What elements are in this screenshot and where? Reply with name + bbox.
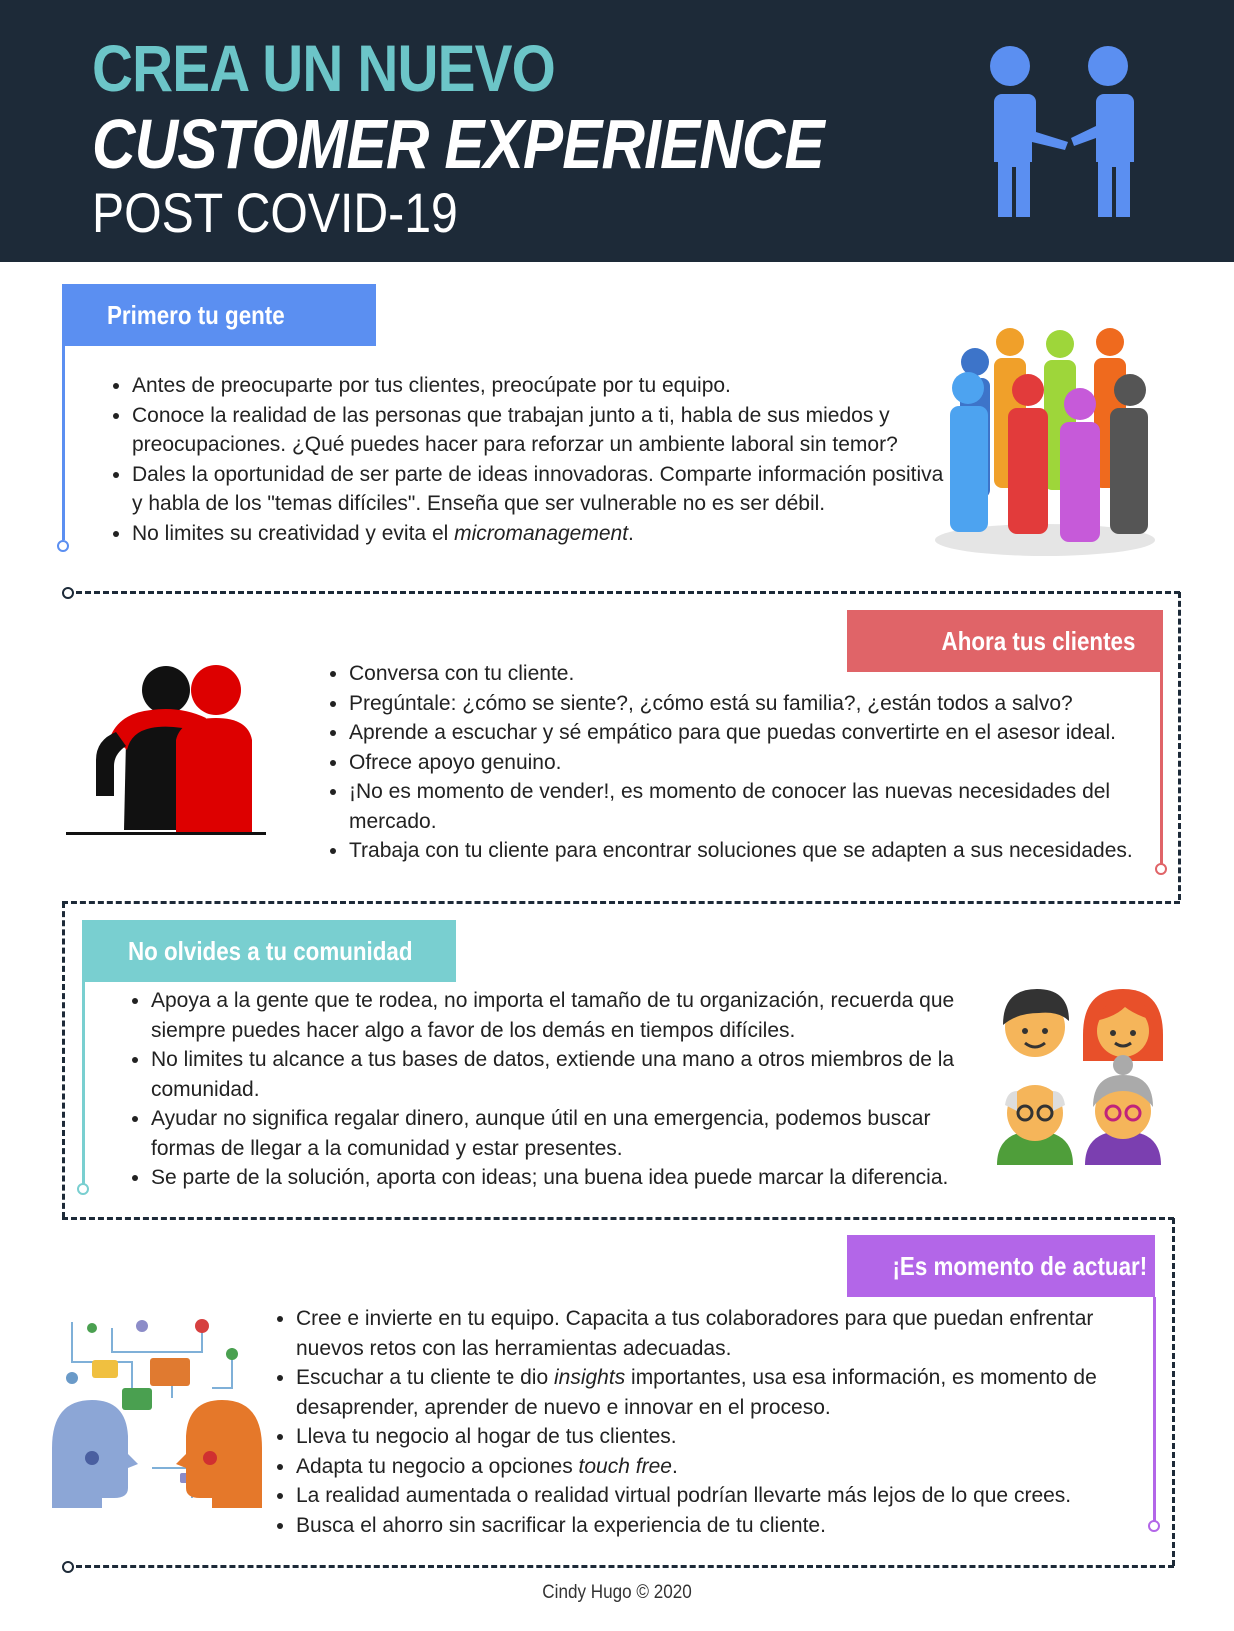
section-list-primero <box>106 371 952 548</box>
list-item: • Ayudar no significa regalar dinero, aunque útil en una emergencia, podemos buscar formas de llegar a la comunidad y estar presentes. <box>151 1104 1001 1163</box>
divider-line <box>76 1565 1174 1568</box>
list-item: • Apoya a la gente que te rodea, no importa el tamaño de tu organización, recuerda que siempre puedes hacer algo a favor de los demás en tiempos difíciles. <box>151 986 1001 1045</box>
list-item: • Dales la oportunidad de ser parte de ideas innovadoras. Comparte información positiva y habla de los "temas difíciles". Enseña que ser vulnerable no es ser débil. <box>132 460 952 519</box>
footer-credit <box>0 1582 1234 1604</box>
section-connector <box>82 982 85 1184</box>
community-avatars-icon <box>995 985 1165 1170</box>
list-item: • Ofrece apoyo genuino. <box>349 748 1189 778</box>
section-tag-label: Ahora tus clientes <box>941 626 1135 656</box>
list-item: • Trabaja con tu cliente para encontrar soluciones que se adapten a sus necesidades. <box>349 836 1189 866</box>
list-item: • Antes de preocuparte por tus clientes, preocúpate por tu equipo. <box>132 371 952 401</box>
section-tag-label: ¡Es momento de actuar! <box>892 1251 1147 1281</box>
connector-dot <box>77 1183 89 1195</box>
section-tag-label: Primero tu gente <box>107 300 285 330</box>
crowd-people-icon <box>930 322 1160 562</box>
divider-line <box>62 1217 1174 1220</box>
list-item: • Aprende a escuchar y sé empático para que puedas convertirte en el asesor ideal. <box>349 718 1189 748</box>
list-item: • Se parte de la solución, aporta con ideas; una buena idea puede marcar la diferencia. <box>151 1163 1001 1193</box>
divider-dot <box>62 587 74 599</box>
section-list-comunidad <box>125 986 1001 1193</box>
list-item: • Cree e invierte en tu equipo. Capacita a tus colaboradores para que puedan enfrentar nuevos retos con las herramientas adecuadas. <box>296 1304 1176 1363</box>
list-item: • ¡No es momento de vender!, es momento de conocer las nuevas necesidades del mercado. <box>349 777 1189 836</box>
list-item <box>296 1452 1176 1482</box>
divider-line <box>62 901 1180 904</box>
divider-line <box>62 902 65 1218</box>
section-tag-primero <box>62 284 376 346</box>
connector-dot <box>57 540 69 552</box>
list-item-text: Escuchar a tu cliente te dio insights importantes, usa esa información, es momento de desaprender, aprender de nuevo e innovar en el proceso. <box>296 1366 1097 1419</box>
section-connector <box>62 346 65 540</box>
divider-dot <box>62 1561 74 1573</box>
handshake-people-icon <box>970 42 1150 217</box>
title-line-2: CUSTOMER EXPERIENCE <box>92 105 824 183</box>
section-tag-comunidad <box>82 920 456 982</box>
list-item: • No limites tu alcance a tus bases de datos, extiende una mano a otros miembros de la comunidad. <box>151 1045 1001 1104</box>
list-item <box>132 519 952 549</box>
divider-line <box>76 591 1180 594</box>
list-item: • Conoce la realidad de las personas que trabajan junto a ti, habla de sus miedos y preocupaciones. ¿Qué puedes hacer para reforzar un ambiente laboral sin temor? <box>132 401 952 460</box>
list-item: • Pregúntale: ¿cómo se siente?, ¿cómo está su familia?, ¿están todos a salvo? <box>349 689 1189 719</box>
title-line-3: POST COVID-19 <box>92 181 458 244</box>
list-item: • Lleva tu negocio al hogar de tus clientes. <box>296 1422 1176 1452</box>
embrace-people-icon <box>66 660 276 840</box>
communication-heads-icon <box>52 1318 262 1500</box>
section-tag-actuar <box>847 1235 1155 1297</box>
list-item <box>296 1363 1176 1422</box>
section-tag-label: No olvides a tu comunidad <box>128 936 413 966</box>
list-item-text: No limites su creatividad y evita el micromanagement. <box>132 521 634 545</box>
section-list-actuar <box>270 1304 1176 1540</box>
section-list-ahora <box>323 659 1189 866</box>
footer-text: Cindy Hugo © 2020 <box>542 1582 692 1603</box>
list-item-text: Adapta tu negocio a opciones touch free. <box>296 1454 678 1478</box>
list-item: • Conversa con tu cliente. <box>349 659 1189 689</box>
list-item: • Busca el ahorro sin sacrificar la experiencia de tu cliente. <box>296 1511 1176 1541</box>
title-line-1: CREA UN NUEVO <box>92 31 555 105</box>
header-banner <box>0 0 1234 262</box>
list-item: • La realidad aumentada o realidad virtual podrían llevarte más lejos de lo que crees. <box>296 1481 1176 1511</box>
